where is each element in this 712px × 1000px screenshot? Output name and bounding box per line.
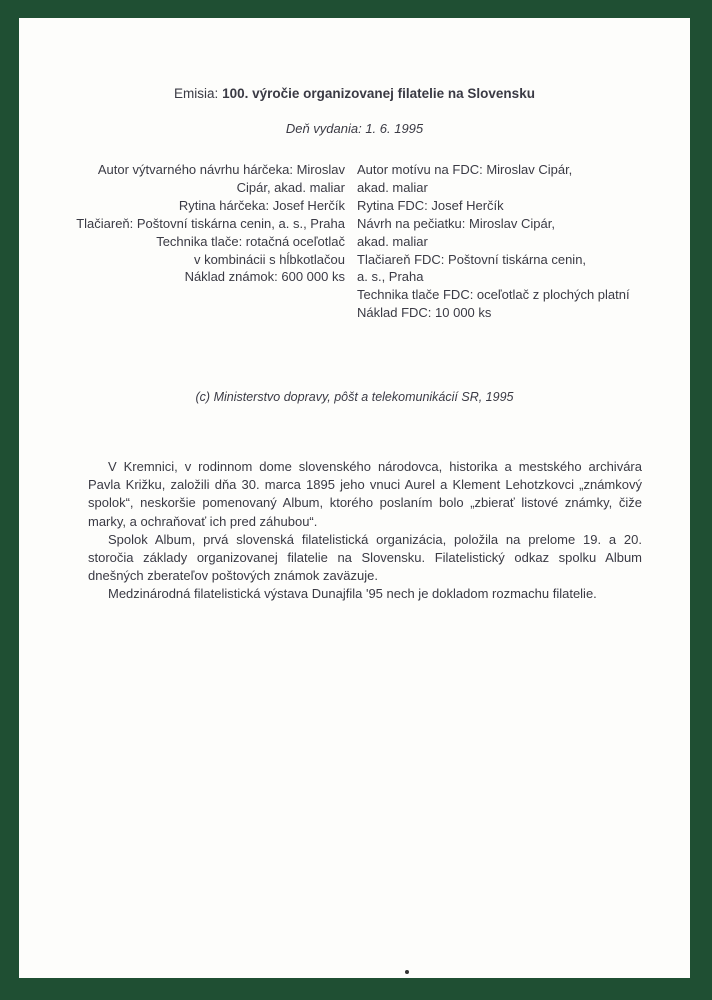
issue-date: Deň vydania: 1. 6. 1995	[285, 121, 424, 136]
credit-line: Autor motívu na FDC: Miroslav Cipár,	[357, 162, 573, 177]
body-paragraph: V Kremnici, v rodinnom dome slovenského národovca, historika a mestského archivára Pavla Križku, založili dňa 30. marca 1895 jeho vnuci Aurel a Klement Lehotzkovci „známkový spolok“, neskoršie pomenovaný Album, ktorého poslaním bolo „zbierať listové známky, čiže marky, a ochraňovať ich pred záhubou“.	[88, 459, 642, 529]
credit-line: Tlačiareň: Poštovní tiskárna cenin, a. s., Praha	[76, 215, 345, 231]
title-label: Emisia:	[174, 86, 219, 101]
credit-line: Náklad FDC: 10 000 ks	[357, 305, 492, 321]
body-text	[88, 458, 642, 604]
copyright-notice: (c) Ministerstvo dopravy, pôšt a telekomunikácií SR, 1995	[195, 390, 514, 404]
body-paragraph: Medzinárodná filatelistická výstava Dunajfila '95 nech je dokladom rozmachu filatelie.	[108, 586, 597, 602]
credit-line: akad. maliar	[357, 179, 428, 195]
credit-line: Technika tlače: rotačná oceľotlač	[156, 233, 345, 249]
credit-line: Návrh na pečiatku: Miroslav Cipár,	[357, 215, 555, 231]
credit-line: Technika tlače FDC: oceľotlač z plochých platní	[357, 287, 630, 303]
credits-right-column	[357, 161, 657, 322]
print-mark	[405, 970, 409, 974]
credit-line: Cipár, akad. maliar	[236, 179, 345, 195]
credit-line: a. s., Praha	[357, 269, 424, 285]
credit-line: Rytina hárčeka: Josef Herčík	[178, 197, 345, 213]
body-paragraph: Spolok Album, prvá slovenská filatelistická organizácia, položila na prelome 19. a 20. storočia základy organizovanej filatelie na Slovensku. Filatelistický odkaz spolku Album dnešných zberateľov poštových známok zaväzuje.	[88, 531, 642, 584]
credit-line: Tlačiareň FDC: Poštovní tiskárna cenin,	[357, 251, 587, 267]
credits-left-column	[54, 161, 345, 286]
document-sheet	[19, 18, 690, 978]
credit-line: Rytina FDC: Josef Herčík	[357, 197, 504, 213]
document-title	[19, 86, 690, 101]
credit-line: Autor výtvarného návrhu hárčeka: Miroslav	[97, 162, 345, 177]
credit-line: v kombinácii s hĺbkotlačou	[193, 251, 345, 267]
title-name: 100. výročie organizovanej filatelie na Slovensku	[222, 86, 535, 101]
credit-line: akad. maliar	[357, 233, 428, 249]
credit-line: Náklad známok: 600 000 ks	[184, 269, 345, 285]
